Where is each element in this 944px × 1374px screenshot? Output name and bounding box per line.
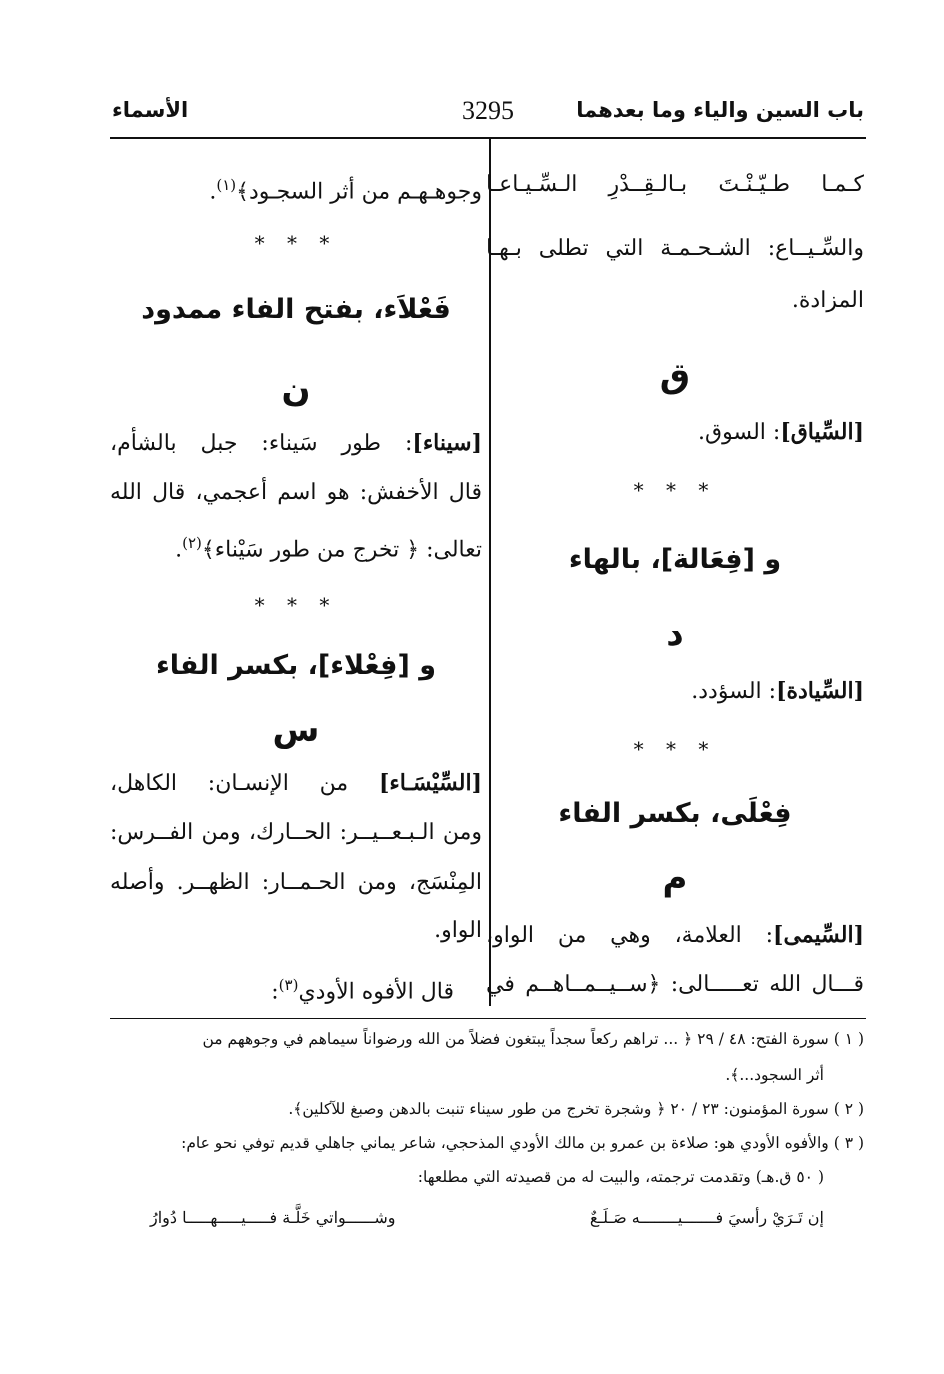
- footnote-ref: (٢): [182, 534, 202, 552]
- entry-sima: [486, 920, 864, 951]
- text-line: والسِّـيــاع: الشـحـمـة التي تطلى بـهـا: [486, 236, 864, 261]
- entry-lemma: [السِّياق]: [780, 419, 864, 445]
- letter-heading-sin: س: [272, 710, 320, 750]
- pattern-heading: فَعْلاَء، بفتح الفاء ممدود: [141, 294, 451, 325]
- entry-sinaa: [110, 428, 482, 459]
- entry-sisaa: [110, 768, 482, 799]
- entry-lemma: [السِّيادة]: [776, 678, 864, 704]
- text-line: [110, 528, 482, 565]
- footnote-3: ( ٣ ) والأفوه الأودي هو: صلاءة بن عمرو بن مالك الأودي المذحجي، شاعر يماني جاهلي قديم توفي نحو عام:: [181, 1134, 864, 1152]
- entry-definition: : طور سَيناء: جبل بالشأم،: [110, 431, 413, 456]
- text-line: ومن الـبـعــيــر: الحــارك، ومن الفــرس:: [110, 820, 482, 845]
- text-span: وجوهـهـم من أثر السجـود﴾: [236, 179, 482, 205]
- section-separator: * * *: [254, 593, 338, 617]
- letter-heading-dal: د: [666, 614, 684, 654]
- header-rule: [110, 137, 866, 139]
- entry-siyada: [486, 676, 864, 707]
- letter-heading-nun: ن: [281, 370, 311, 410]
- page-number: 3295: [462, 96, 514, 125]
- entry-definition: من الإنسـان: الكاهل،: [110, 771, 349, 796]
- verse-line: كـمـا طـيّـنْـتَ بـالـقِــدْرِ الـسِّـيـاعـا: [486, 172, 864, 197]
- footnote-3-cont: ( ٥٠ ق.هـ) وتقدمت ترجمته، والبيت له من قصيدته التي مطلعها:: [417, 1168, 824, 1186]
- section-separator: * * *: [633, 478, 717, 502]
- section-title: الأسماء: [112, 98, 189, 122]
- verse-hemistich-2: وشــــــواتي خَلَّـة فـــــيـــــهـــــا دُوارُ: [150, 1208, 396, 1227]
- punctuation: :: [271, 979, 279, 1005]
- text-line: الواو.: [434, 918, 482, 943]
- letter-heading-mim: م: [662, 858, 688, 898]
- text-line: [110, 970, 454, 1007]
- section-separator: * * *: [254, 231, 338, 255]
- letter-heading-qaf: ق: [659, 356, 691, 396]
- text-line: [110, 170, 482, 207]
- pattern-heading: و [فِعَالة]، بالهاء: [568, 544, 782, 575]
- footnote-1-cont: أثر السجود...﴾.: [725, 1066, 824, 1084]
- footnote-2: ( ٢ ) سورة المؤمنون: ٢٣ / ٢٠ ﴿ وشجرة تخرج من طور سيناء تنبت بالدهن وصبغ للآكلين﴾.: [288, 1100, 864, 1118]
- pattern-heading: فِعْلَى، بكسر الفاء: [558, 798, 792, 829]
- entry-definition: : العلامة، وهي من الواو،: [486, 923, 774, 948]
- footnote-rule: [110, 1018, 866, 1019]
- footnote-ref: (٣): [278, 976, 299, 994]
- entry-definition: : السؤدد.: [691, 679, 777, 704]
- text-line: المِنْسَج، ومن الحـمــار: الظهــر. وأصله: [110, 870, 482, 895]
- entry-definition: : السوق.: [698, 420, 781, 445]
- text-line: قـــال الله تعـــــالى: ﴿ســيــمــاهــم في: [486, 972, 864, 997]
- entry-lemma: [سيناء]: [412, 430, 482, 456]
- section-separator: * * *: [633, 737, 717, 761]
- entry-siyaq: [486, 417, 864, 448]
- punctuation: .: [175, 537, 183, 563]
- footnote-1: ( ١ ) سورة الفتح: ٤٨ / ٢٩ ﴿ ... تراهم ركعاً سجداً يبتغون فضلاً من الله ورضواناً سيماهم في وجوههم من: [202, 1030, 864, 1048]
- footnote-ref: (١): [216, 176, 237, 194]
- text-span: قال الأفوه الأودي: [298, 979, 454, 1005]
- text-span: تعالى: ﴿ تخرج من طور سَيْناء﴾: [201, 537, 482, 563]
- footnote-verse: [150, 1208, 824, 1238]
- page-header: [112, 98, 864, 134]
- text-line: قال الأخفش: هو اسم أعجمي، قال الله: [110, 480, 482, 505]
- entry-lemma: [السِّيمى]: [773, 922, 864, 948]
- punctuation: .: [209, 179, 217, 205]
- pattern-heading: و [فِعْلاء]، بكسر الفاء: [155, 650, 437, 681]
- chapter-title: باب السين والياء وما بعدهما: [576, 98, 864, 122]
- entry-lemma: [السِّيْسَـاء]: [378, 770, 482, 796]
- verse-hemistich-1: إن تَـرَيْ رأسيَ فـــــــيــــــــه صَـلَـعٌ: [589, 1208, 824, 1227]
- text-line: المزادة.: [791, 288, 864, 313]
